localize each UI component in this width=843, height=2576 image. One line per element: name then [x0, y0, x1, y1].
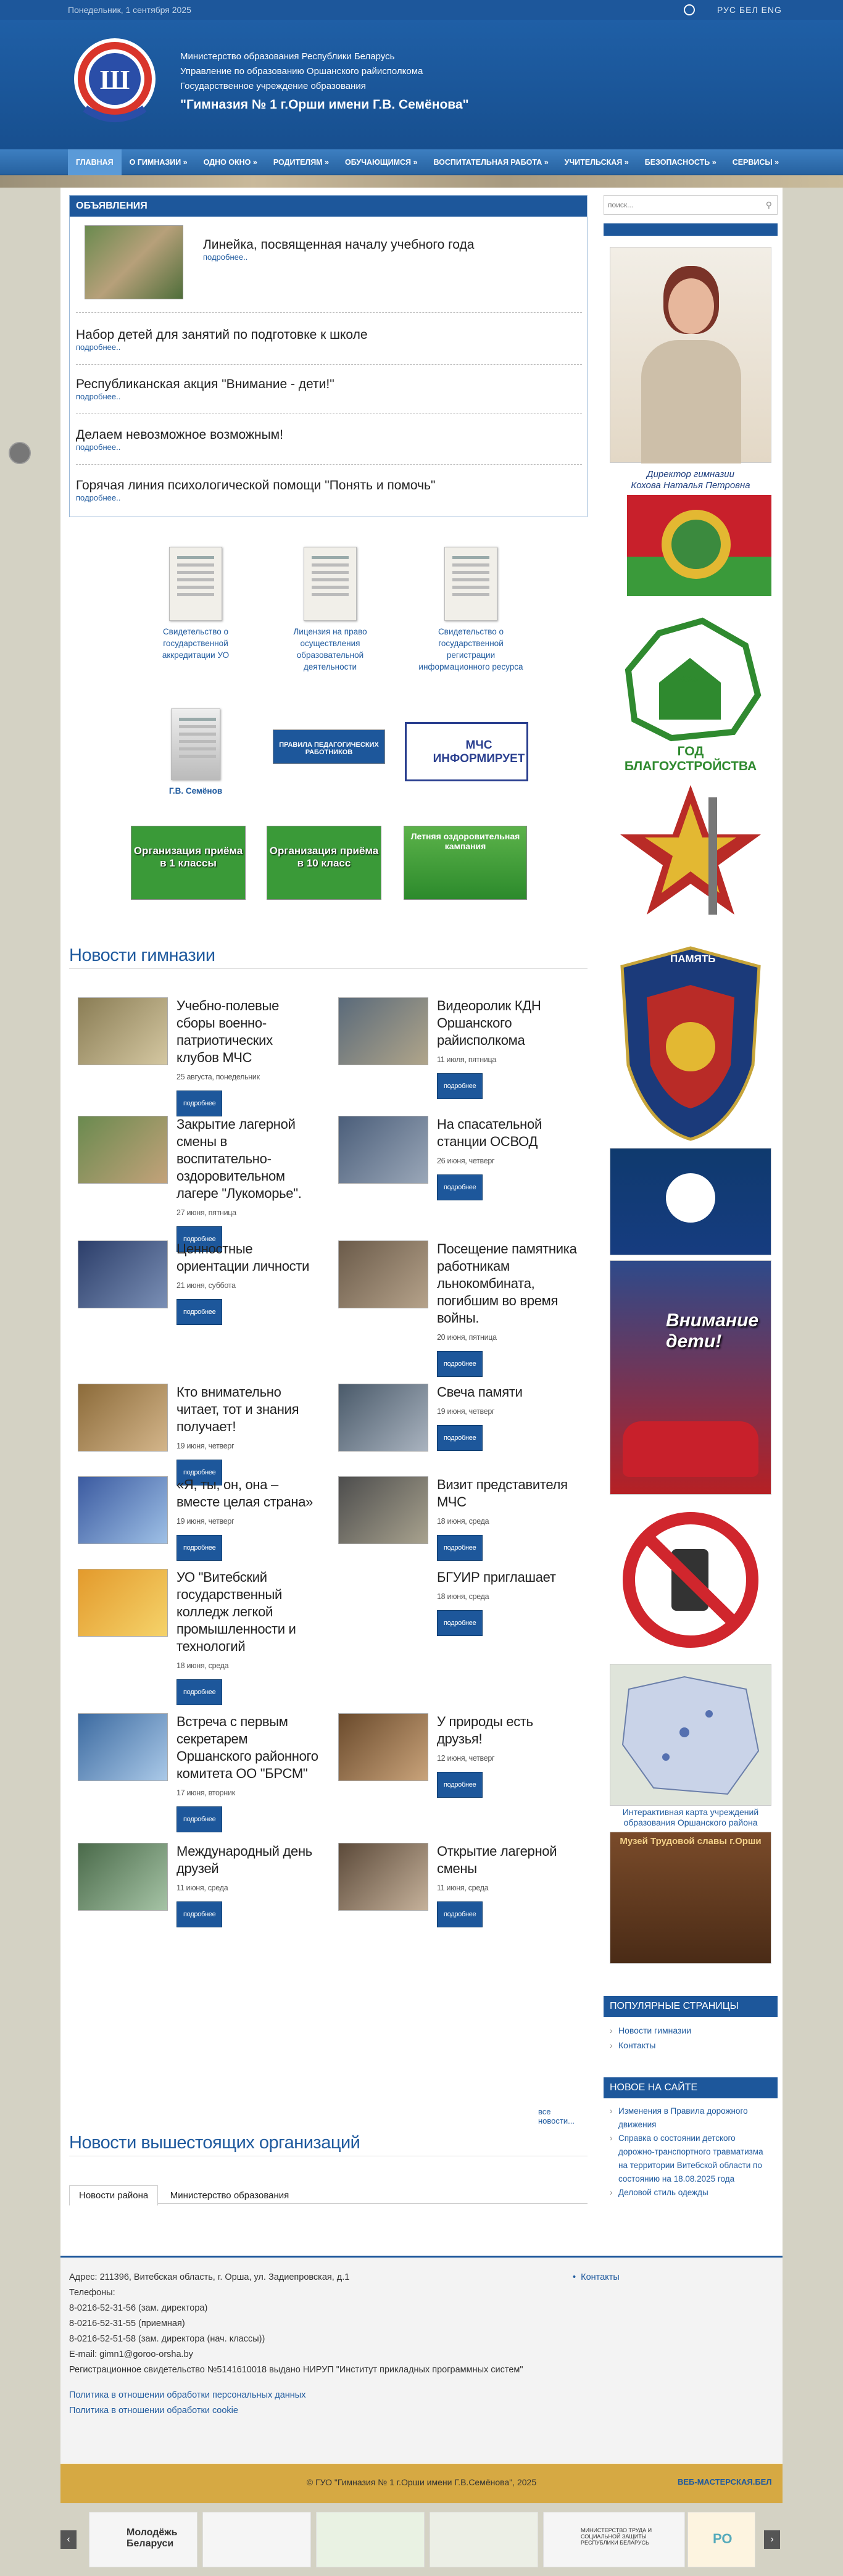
director-name: Кохова Наталья Петровна	[631, 480, 750, 491]
news-section-title[interactable]: Новости гимназии	[69, 945, 588, 969]
news-title[interactable]: Открытие лагерной смены	[437, 1843, 557, 1876]
footer-phone: 8-0216-52-51-58 (зам. директора (нач. классы))	[69, 2334, 265, 2344]
news-date: 26 июня, четверг	[437, 1157, 495, 1165]
news-date: 19 июня, четверг	[176, 1517, 235, 1526]
director-body	[641, 340, 741, 463]
news-date: 19 июня, четверг	[437, 1407, 495, 1416]
doc-registration[interactable]	[418, 547, 523, 673]
doc-label: Свидетельство о государственной аккредитации УО	[162, 627, 230, 660]
nav-services[interactable]: СЕРВИСЫ »	[732, 158, 779, 167]
announcement-title[interactable]: Делаем невозможное возможным!	[76, 428, 283, 442]
news-date: 11 июня, среда	[176, 1884, 228, 1892]
news-date: 25 августа, понедельник	[176, 1073, 260, 1081]
news-title[interactable]: Видеоролик КДН Оршанского райисполкома	[437, 998, 541, 1048]
admission-10-banner[interactable]	[267, 826, 381, 900]
attention-children-banner[interactable]	[610, 1260, 771, 1495]
svg-text:Ш: Ш	[99, 65, 130, 95]
copyright-text: © ГУО "Гимназия № 1 г.Орши имени Г.В.Семёнова", 2025	[306, 2477, 537, 2487]
tab-district-news[interactable]: Новости района	[69, 2185, 158, 2206]
partner-logo[interactable]	[202, 2512, 311, 2567]
announcements-header: ОБЪЯВЛЕНИЯ	[70, 196, 587, 217]
attention-text: Внимание дети!	[666, 1310, 759, 1352]
new-link[interactable]: › Изменения в Правила дорожного движения	[610, 2104, 771, 2132]
org-line2: Управление по образованию Оршанского райисполкома	[180, 66, 423, 77]
banner-text: МЧС ИНФОРМИРУЕТ	[433, 739, 525, 765]
read-more-button[interactable]: подробнее	[176, 1226, 222, 1252]
nav-home[interactable]: ГЛАВНАЯ	[68, 149, 122, 175]
read-more-button[interactable]: подробнее	[437, 1535, 483, 1561]
news-date: 17 июня, вторник	[176, 1789, 235, 1797]
year-title: ГОД БЛАГОУСТРОЙСТВА	[624, 744, 757, 773]
partner-logo[interactable]	[316, 2512, 425, 2567]
footer-contacts	[69, 2270, 563, 2419]
news-thumbnail[interactable]	[78, 1713, 168, 1781]
news-date: 19 июня, четверг	[176, 1442, 235, 1450]
news-title[interactable]: Посещение памятника работникам льнокомбината, погибшим во время войны.	[437, 1241, 577, 1326]
belarus-emblem[interactable]	[610, 495, 771, 596]
news-thumbnail[interactable]	[338, 1713, 428, 1781]
news-title[interactable]: Ценностные ориентации личности	[176, 1241, 310, 1274]
partner-logo[interactable]	[687, 2512, 755, 2567]
news-date: 18 июня, среда	[437, 1592, 489, 1601]
read-more-button[interactable]: подробнее	[176, 1091, 222, 1116]
announcement-title[interactable]: Линейка, посвященная началу учебного года	[203, 238, 475, 252]
header-photo-strip	[0, 175, 843, 188]
news-date: 21 июня, суббота	[176, 1281, 236, 1290]
news-title[interactable]: Свеча памяти	[437, 1384, 523, 1400]
news-thumbnail[interactable]	[78, 1569, 168, 1637]
org-line3: Государственное учреждение образования	[180, 81, 366, 91]
map-caption[interactable]: Интерактивная карта учреждений образования Оршанского района	[622, 1807, 759, 1827]
all-news-link[interactable]: все новости...	[538, 2107, 575, 2125]
page-container	[60, 188, 783, 2465]
carousel-prev-icon[interactable]: ‹	[60, 2530, 77, 2549]
read-more-button[interactable]: подробнее	[176, 1460, 222, 1485]
news-title[interactable]: УО "Витебский государственный колледж легкой промышленности и технологий	[176, 1569, 296, 1654]
new-on-site-header: НОВОЕ НА САЙТЕ	[604, 2077, 778, 2098]
doc-license[interactable]	[278, 547, 383, 673]
announcement-item	[76, 423, 582, 465]
tab-ministry[interactable]: Министерство образования	[170, 2190, 289, 2201]
announcement-item	[76, 225, 582, 313]
director-title: Директор гимназии	[647, 469, 734, 480]
popular-link[interactable]: › Контакты	[610, 2038, 771, 2053]
phone-watch-icon	[666, 1173, 715, 1223]
read-more-link[interactable]: подробнее..	[76, 392, 121, 401]
portrait-caption: Г.В. Семёнов	[168, 786, 223, 796]
read-more-button[interactable]: подробнее	[437, 1351, 483, 1377]
studio-link[interactable]: ВЕБ-МАСТЕРСКАЯ.БЕЛ	[678, 2477, 772, 2487]
doc-accreditation[interactable]	[143, 547, 248, 661]
portrait-photo	[171, 708, 220, 780]
car-icon	[623, 1421, 758, 1477]
read-more-button[interactable]: подробнее	[437, 1425, 483, 1451]
news-title[interactable]: «Я, ты, он, она – вместе целая страна»	[176, 1477, 314, 1510]
carousel-next-icon[interactable]: ›	[764, 2530, 780, 2549]
privacy-policy-link[interactable]: Политика в отношении обработки персональных данных	[69, 2390, 306, 2400]
read-more-link[interactable]: подробнее..	[76, 493, 121, 502]
contacts-link-text: Контакты	[581, 2272, 620, 2282]
banner-text: Организация приёма в 10 класс	[269, 845, 379, 869]
news-thumbnail[interactable]	[338, 1476, 428, 1544]
news-thumbnail[interactable]	[78, 1476, 168, 1544]
founder-portrait[interactable]	[143, 708, 248, 797]
no-phone-icon[interactable]	[610, 1506, 771, 1654]
banner-text: Организация приёма в 1 классы	[133, 845, 243, 869]
footer	[60, 2256, 783, 2463]
map-region-icon	[610, 1664, 771, 1805]
summer-campaign-banner[interactable]	[404, 826, 527, 900]
partner-logo[interactable]	[543, 2512, 685, 2567]
search-box	[604, 195, 778, 215]
read-more-button[interactable]: подробнее	[437, 1174, 483, 1200]
news-thumbnail[interactable]	[338, 1240, 428, 1308]
read-more-button[interactable]: подробнее	[176, 1679, 222, 1705]
news-thumbnail[interactable]	[78, 1116, 168, 1184]
announcements-block	[69, 195, 588, 517]
admission-1-banner[interactable]	[131, 826, 246, 900]
nav-teachers[interactable]: УЧИТЕЛЬСКАЯ »	[564, 158, 629, 167]
year-label: 2025	[678, 674, 699, 684]
read-more-link[interactable]: подробнее..	[76, 442, 121, 452]
new-link[interactable]: › Деловой стиль одежды	[610, 2186, 771, 2200]
news-thumbnail[interactable]	[338, 997, 428, 1065]
partners-carousel	[60, 2512, 783, 2567]
new-on-site-list	[610, 2104, 771, 2200]
footer-registration: Регистрационное свидетельство №5141610018 выдано НИРУП "Институт прикладных программных систем"	[69, 2365, 523, 2375]
memory-club-shield[interactable]	[610, 942, 771, 1145]
school-logo[interactable]	[72, 36, 158, 128]
read-more-link[interactable]: подробнее..	[76, 343, 121, 352]
partner-name: Молодёжь Беларуси	[127, 2527, 178, 2549]
director-photo[interactable]	[610, 247, 771, 463]
banner-text: Летняя оздоровительная кампания	[410, 831, 520, 851]
nav-one-window[interactable]: ОДНО ОКНО »	[203, 158, 257, 167]
read-more-button[interactable]: подробнее	[437, 1610, 483, 1636]
partner-logo[interactable]	[430, 2512, 538, 2567]
popular-pages-list	[610, 2023, 771, 2053]
sidebar-divider	[604, 223, 778, 236]
read-more-button[interactable]: подробнее	[176, 1806, 222, 1832]
read-more-button[interactable]: подробнее	[437, 1073, 483, 1099]
certificate-icon	[304, 547, 357, 621]
higher-news-title: Новости вышестоящих организаций	[69, 2133, 588, 2156]
doc-label: Лицензия на право осуществления образовательной деятельности	[293, 627, 367, 671]
cookie-policy-link[interactable]: Политика в отношении обработки cookie	[69, 2406, 238, 2416]
news-title[interactable]: На спасательной станции ОСВОД	[437, 1116, 542, 1149]
year-of-improvement[interactable]	[610, 609, 771, 773]
news-title[interactable]: Визит представителя МЧС	[437, 1477, 568, 1510]
nav-education[interactable]: ВОСПИТАТЕЛЬНАЯ РАБОТА »	[433, 158, 549, 167]
pamyat-label: ПАМЯТЬ	[670, 953, 716, 965]
nav-students[interactable]: ОБУЧАЮЩИМСЯ »	[345, 158, 418, 167]
news-date: 11 июля, пятница	[437, 1055, 496, 1064]
site-header	[0, 20, 843, 149]
copyright-bar	[60, 2464, 783, 2503]
certificate-icon	[444, 547, 497, 621]
mchs-banner[interactable]	[405, 722, 528, 781]
news-thumbnail[interactable]	[338, 1116, 428, 1184]
nav-parents[interactable]: РОДИТЕЛЯМ »	[273, 158, 330, 167]
director-face	[668, 278, 714, 334]
news-thumbnail[interactable]	[78, 1240, 168, 1308]
news-date: 27 июня, пятница	[176, 1208, 236, 1217]
news-tabs	[69, 2185, 588, 2204]
news-title[interactable]: БГУИР приглашает	[437, 1569, 556, 1585]
victory-star-emblem[interactable]	[610, 779, 771, 921]
news-title[interactable]: Встреча с первым секретарем Оршанского районного комитета ОО "БРСМ"	[176, 1714, 318, 1781]
news-thumbnail[interactable]	[78, 1843, 168, 1911]
news-date: 12 июня, четверг	[437, 1754, 495, 1763]
announcement-item	[76, 323, 582, 365]
read-more-button[interactable]: подробнее	[437, 1772, 483, 1798]
announcement-title[interactable]: Горячая линия психологической помощи "Понять и помочь"	[76, 478, 436, 492]
partner-logo[interactable]	[89, 2512, 197, 2567]
news-date: 18 июня, среда	[437, 1517, 489, 1526]
search-icon[interactable]: ⚲	[765, 200, 772, 210]
pedagog-rules-banner[interactable]	[273, 729, 385, 764]
footer-phone: 8-0216-52-31-56 (зам. директора)	[69, 2303, 208, 2313]
read-more-button[interactable]: подробнее	[176, 1901, 222, 1927]
read-more-button[interactable]: подробнее	[437, 1901, 483, 1927]
language-switcher[interactable]: РУС БЕЛ ENG	[717, 5, 782, 15]
news-date: 18 июня, среда	[176, 1661, 229, 1670]
organization-info	[180, 49, 469, 112]
new-link[interactable]: › Справка о состоянии детского дорожно-транспортного травматизма на территории Витебской области по состоянию на 18.08.2025 года	[610, 2132, 771, 2186]
low-vision-eye-icon[interactable]	[684, 4, 695, 15]
footer-contacts-link[interactable]: • Контакты	[573, 2272, 620, 2282]
footer-address: Адрес: 211396, Витебская область, г. Орша, ул. Задиепровская, д.1	[69, 2272, 350, 2282]
news-thumbnail[interactable]	[78, 1384, 168, 1452]
museum-title: Музей Трудовой славы г.Орши	[620, 1836, 762, 1847]
announcement-item	[76, 473, 582, 515]
announcement-title[interactable]: Республиканская акция "Внимание - дети!"	[76, 377, 334, 391]
certificate-icon	[169, 547, 222, 621]
interactive-map[interactable]	[610, 1664, 771, 1806]
news-title[interactable]: Закрытие лагерной смены в воспитательно-оздоровительном лагере "Лукоморье".	[176, 1116, 302, 1201]
announcement-title[interactable]: Набор детей для занятий по подготовке к школе	[76, 328, 368, 342]
footer-phones-label: Телефоны:	[69, 2288, 115, 2298]
top-bar	[0, 0, 843, 20]
news-title[interactable]: Международный день друзей	[176, 1843, 312, 1876]
news-title[interactable]: Кто внимательно читает, тот и знания получает!	[176, 1384, 299, 1434]
accessibility-toggle-icon[interactable]	[9, 442, 31, 464]
doc-label: Свидетельство о государственной регистрации информационного ресурса	[418, 627, 523, 671]
news-title[interactable]: Учебно-полевые сборы военно-патриотических клубов МЧС	[176, 998, 280, 1065]
search-input[interactable]	[608, 196, 750, 214]
nav-safety[interactable]: БЕЗОПАСНОСТЬ »	[644, 158, 716, 167]
news-date: 20 июня, пятница	[437, 1333, 497, 1342]
partner-name: РО	[713, 2531, 733, 2546]
partner-name: МИНИСТЕРСТВО ТРУДА И СОЦИАЛЬНОЙ ЗАЩИТЫ РЕСПУБЛИКИ БЕЛАРУСЬ	[581, 2527, 652, 2546]
main-nav	[0, 149, 843, 175]
news-thumbnail[interactable]	[338, 1384, 428, 1452]
director-caption	[610, 469, 771, 491]
banner-text: ПРАВИЛА ПЕДАГОГИЧЕСКИХ РАБОТНИКОВ	[279, 741, 379, 756]
read-more-button[interactable]: подробнее	[176, 1535, 222, 1561]
popular-pages-header: ПОПУЛЯРНЫЕ СТРАНИЦЫ	[604, 1996, 778, 2017]
footer-email[interactable]: E-mail: gimn1@goroo-orsha.by	[69, 2350, 193, 2359]
org-line1: Министерство образования Республики Беларусь	[180, 51, 395, 62]
news-thumbnail[interactable]	[338, 1843, 428, 1911]
school-name[interactable]: "Гимназия № 1 г.Орши имени Г.В. Семёнова"	[180, 98, 469, 112]
announcement-item	[76, 372, 582, 414]
read-more-link[interactable]: подробнее..	[203, 252, 248, 262]
news-date: 11 июня, среда	[437, 1884, 489, 1892]
museum-banner[interactable]	[610, 1832, 771, 1964]
read-more-button[interactable]: подробнее	[176, 1299, 222, 1325]
current-date: Понедельник, 1 сентября 2025	[68, 5, 191, 15]
news-thumbnail[interactable]	[78, 997, 168, 1065]
nav-about[interactable]: О ГИМНАЗИИ »	[129, 158, 188, 167]
footer-phone: 8-0216-52-31-55 (приемная)	[69, 2319, 185, 2329]
safety-app-banner[interactable]	[610, 1148, 771, 1255]
popular-link[interactable]: › Новости гимназии	[610, 2023, 771, 2038]
news-title[interactable]: У природы есть друзья!	[437, 1714, 533, 1747]
